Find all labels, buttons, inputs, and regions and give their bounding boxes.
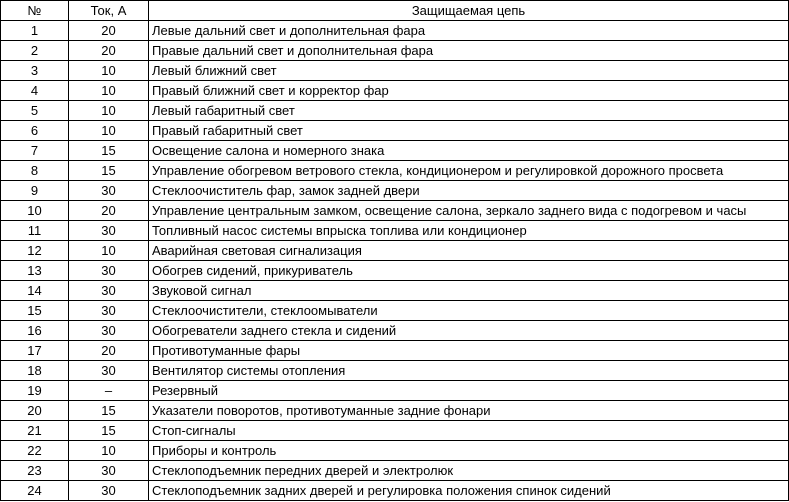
fuse-number: 7 <box>1 141 69 161</box>
fuse-circuit: Левый ближний свет <box>149 61 789 81</box>
table-row <box>1 481 789 501</box>
fuse-current: 15 <box>69 421 149 441</box>
table-row <box>1 101 789 121</box>
fuse-circuit: Вентилятор системы отопления <box>149 361 789 381</box>
table-row <box>1 201 789 221</box>
fuse-number: 1 <box>1 21 69 41</box>
fuse-circuit: Обогрев сидений, прикуриватель <box>149 261 789 281</box>
header-row <box>1 1 789 21</box>
table-row <box>1 461 789 481</box>
fuse-current: 10 <box>69 101 149 121</box>
fuse-number: 5 <box>1 101 69 121</box>
fuse-current: 15 <box>69 401 149 421</box>
fuse-number: 10 <box>1 201 69 221</box>
fuse-number: 3 <box>1 61 69 81</box>
table-row <box>1 281 789 301</box>
fuse-number: 21 <box>1 421 69 441</box>
fuse-number: 9 <box>1 181 69 201</box>
fuse-current: 15 <box>69 161 149 181</box>
fuse-current: 10 <box>69 61 149 81</box>
fuse-number: 6 <box>1 121 69 141</box>
header-num: № <box>1 1 69 21</box>
fuse-circuit: Стеклоочиститель фар, замок задней двери <box>149 181 789 201</box>
fuse-circuit: Правые дальний свет и дополнительная фара <box>149 41 789 61</box>
fuse-circuit: Резервный <box>149 381 789 401</box>
fuse-number: 24 <box>1 481 69 501</box>
table-row <box>1 401 789 421</box>
fuse-circuit: Топливный насос системы впрыска топлива или кондиционер <box>149 221 789 241</box>
table-row <box>1 301 789 321</box>
fuse-circuit: Управление центральным замком, освещение салона, зеркало заднего вида с подогревом и часы <box>149 201 789 221</box>
fuse-circuit: Правый ближний свет и корректор фар <box>149 81 789 101</box>
table-row <box>1 181 789 201</box>
fuse-current: 30 <box>69 461 149 481</box>
fuse-current: 20 <box>69 201 149 221</box>
fuse-number: 15 <box>1 301 69 321</box>
fuse-number: 4 <box>1 81 69 101</box>
fuse-number: 17 <box>1 341 69 361</box>
fuse-circuit: Стеклоподъемник задних дверей и регулировка положения спинок сидений <box>149 481 789 501</box>
fuse-circuit: Обогреватели заднего стекла и сидений <box>149 321 789 341</box>
fuse-current: 30 <box>69 361 149 381</box>
table-row <box>1 441 789 461</box>
fuse-circuit: Стоп-сигналы <box>149 421 789 441</box>
fuse-number: 19 <box>1 381 69 401</box>
fuse-number: 14 <box>1 281 69 301</box>
table-row <box>1 261 789 281</box>
fuse-number: 18 <box>1 361 69 381</box>
fuse-circuit: Противотуманные фары <box>149 341 789 361</box>
fuse-circuit: Звуковой сигнал <box>149 281 789 301</box>
table-row <box>1 341 789 361</box>
fuse-current: 20 <box>69 21 149 41</box>
table-row <box>1 161 789 181</box>
fuse-current: 10 <box>69 241 149 261</box>
header-current: Ток, А <box>69 1 149 21</box>
fuse-current: 30 <box>69 281 149 301</box>
fuse-current: 10 <box>69 121 149 141</box>
fuse-number: 20 <box>1 401 69 421</box>
fuse-circuit: Аварийная световая сигнализация <box>149 241 789 261</box>
fuse-number: 8 <box>1 161 69 181</box>
fuse-number: 23 <box>1 461 69 481</box>
fuse-circuit: Приборы и контроль <box>149 441 789 461</box>
fuse-circuit: Стеклоочистители, стеклоомыватели <box>149 301 789 321</box>
fuse-circuit: Освещение салона и номерного знака <box>149 141 789 161</box>
fuse-number: 11 <box>1 221 69 241</box>
fuse-current: 10 <box>69 441 149 461</box>
fuse-current: – <box>69 381 149 401</box>
fuse-circuit: Левые дальний свет и дополнительная фара <box>149 21 789 41</box>
table-row <box>1 361 789 381</box>
table-row <box>1 61 789 81</box>
fuse-circuit: Правый габаритный свет <box>149 121 789 141</box>
fuse-number: 12 <box>1 241 69 261</box>
fuse-current: 15 <box>69 141 149 161</box>
fuse-current: 30 <box>69 481 149 501</box>
table-row <box>1 141 789 161</box>
fuse-current: 30 <box>69 301 149 321</box>
fuse-current: 30 <box>69 181 149 201</box>
fuse-current: 30 <box>69 221 149 241</box>
table-row <box>1 421 789 441</box>
table-row <box>1 321 789 341</box>
table-row <box>1 21 789 41</box>
fuse-current: 10 <box>69 81 149 101</box>
fuse-number: 16 <box>1 321 69 341</box>
table-row <box>1 221 789 241</box>
fuse-circuit: Управление обогревом ветрового стекла, кондиционером и регулировкой дорожного просвета <box>149 161 789 181</box>
table-row <box>1 121 789 141</box>
fuse-number: 22 <box>1 441 69 461</box>
table-row <box>1 241 789 261</box>
fuse-current: 30 <box>69 321 149 341</box>
fuse-current: 20 <box>69 41 149 61</box>
fuse-number: 13 <box>1 261 69 281</box>
header-circuit: Защищаемая цепь <box>149 1 789 21</box>
fuse-circuit: Левый габаритный свет <box>149 101 789 121</box>
fuse-circuit: Стеклоподъемник передних дверей и электролюк <box>149 461 789 481</box>
table-row <box>1 381 789 401</box>
table-row <box>1 41 789 61</box>
fuse-number: 2 <box>1 41 69 61</box>
fuse-current: 20 <box>69 341 149 361</box>
table-row <box>1 81 789 101</box>
fuse-circuit: Указатели поворотов, противотуманные задние фонари <box>149 401 789 421</box>
fuse-current: 30 <box>69 261 149 281</box>
